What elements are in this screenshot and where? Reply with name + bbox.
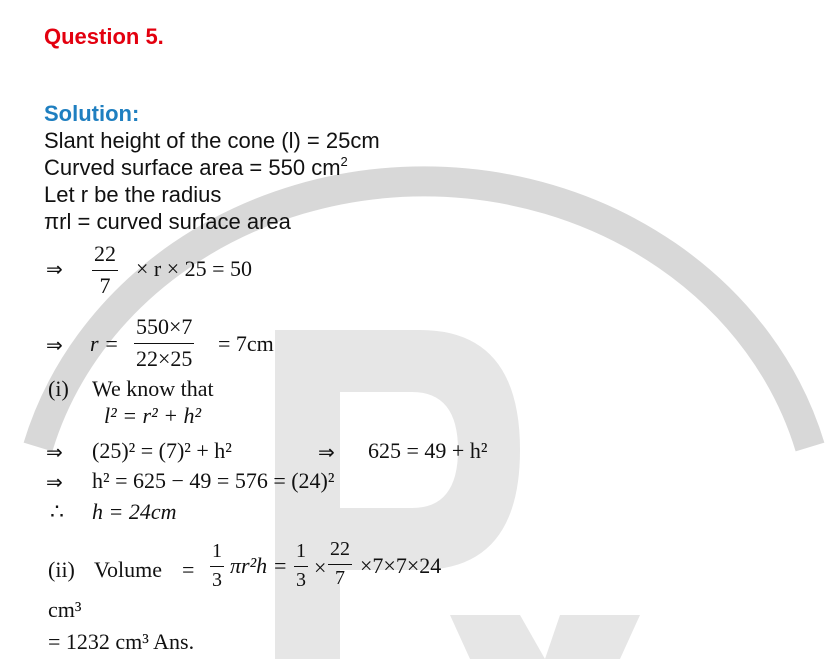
denominator: 3 xyxy=(212,569,222,591)
volume-product: ×7×7×24 xyxy=(360,553,442,578)
eq-l-r-h: l² = r² + h² xyxy=(104,403,202,428)
part-i-label: (i) xyxy=(48,376,69,401)
times-sign: × xyxy=(314,555,327,580)
step1-equation: × r × 25 = 50 xyxy=(136,256,253,281)
given-slant-height: Slant height of the cone (l) = 25cm xyxy=(44,128,380,153)
r-equals xyxy=(90,331,119,357)
r-variable: r = xyxy=(90,331,119,356)
pi-r2-h: πr²h = xyxy=(230,553,288,578)
denominator: 22×25 xyxy=(136,346,193,371)
csa-text: Curved surface area = 550 cm xyxy=(44,155,341,180)
equals-sign: = xyxy=(182,557,195,582)
h-squared-equation: h² = 625 − 49 = 576 = (24)² xyxy=(92,468,335,493)
implies-arrow: ⇒ xyxy=(46,470,63,494)
h-value: h = 24cm xyxy=(92,499,177,524)
denominator: 7 xyxy=(335,567,345,589)
implies-arrow: ⇒ xyxy=(46,257,63,281)
fraction-one-third xyxy=(294,540,308,592)
pythagoras-equation xyxy=(104,403,201,429)
denominator: 7 xyxy=(99,273,111,298)
implies-arrow: ⇒ xyxy=(318,440,335,464)
fraction-22-7 xyxy=(328,538,352,590)
question-title: Question 5. xyxy=(44,24,164,49)
height-result xyxy=(92,499,177,525)
given-curved-surface-area xyxy=(44,155,348,181)
part-i-text: We know that xyxy=(92,376,214,401)
part-ii-label: (ii) xyxy=(48,557,75,582)
simplified-equation: 625 = 49 + h² xyxy=(368,438,488,463)
csa-exponent: 2 xyxy=(340,154,348,169)
substitution-equation: (25)² = (7)² + h² xyxy=(92,438,232,463)
fraction-550x7-22x25 xyxy=(134,314,194,372)
volume-formula xyxy=(230,553,288,579)
numerator: 22 xyxy=(328,538,352,565)
implies-arrow: ⇒ xyxy=(46,440,63,464)
numerator: 1 xyxy=(210,540,224,567)
therefore-symbol: ∴ xyxy=(50,499,64,524)
volume-answer: = 1232 cm³ Ans. xyxy=(48,629,195,654)
numerator: 22 xyxy=(92,241,118,271)
volume-unit: cm³ xyxy=(48,597,82,622)
denominator: 3 xyxy=(296,569,306,591)
volume-label: Volume xyxy=(94,557,163,582)
numerator: 1 xyxy=(294,540,308,567)
implies-arrow: ⇒ xyxy=(46,333,63,357)
solution-heading: Solution: xyxy=(44,101,140,126)
csa-formula: πrl = curved surface area xyxy=(44,209,291,234)
let-r-statement: Let r be the radius xyxy=(44,182,222,207)
fraction-one-third xyxy=(210,540,224,592)
fraction-22-7 xyxy=(92,241,118,299)
numerator: 550×7 xyxy=(134,314,194,344)
radius-result: = 7cm xyxy=(218,331,274,356)
